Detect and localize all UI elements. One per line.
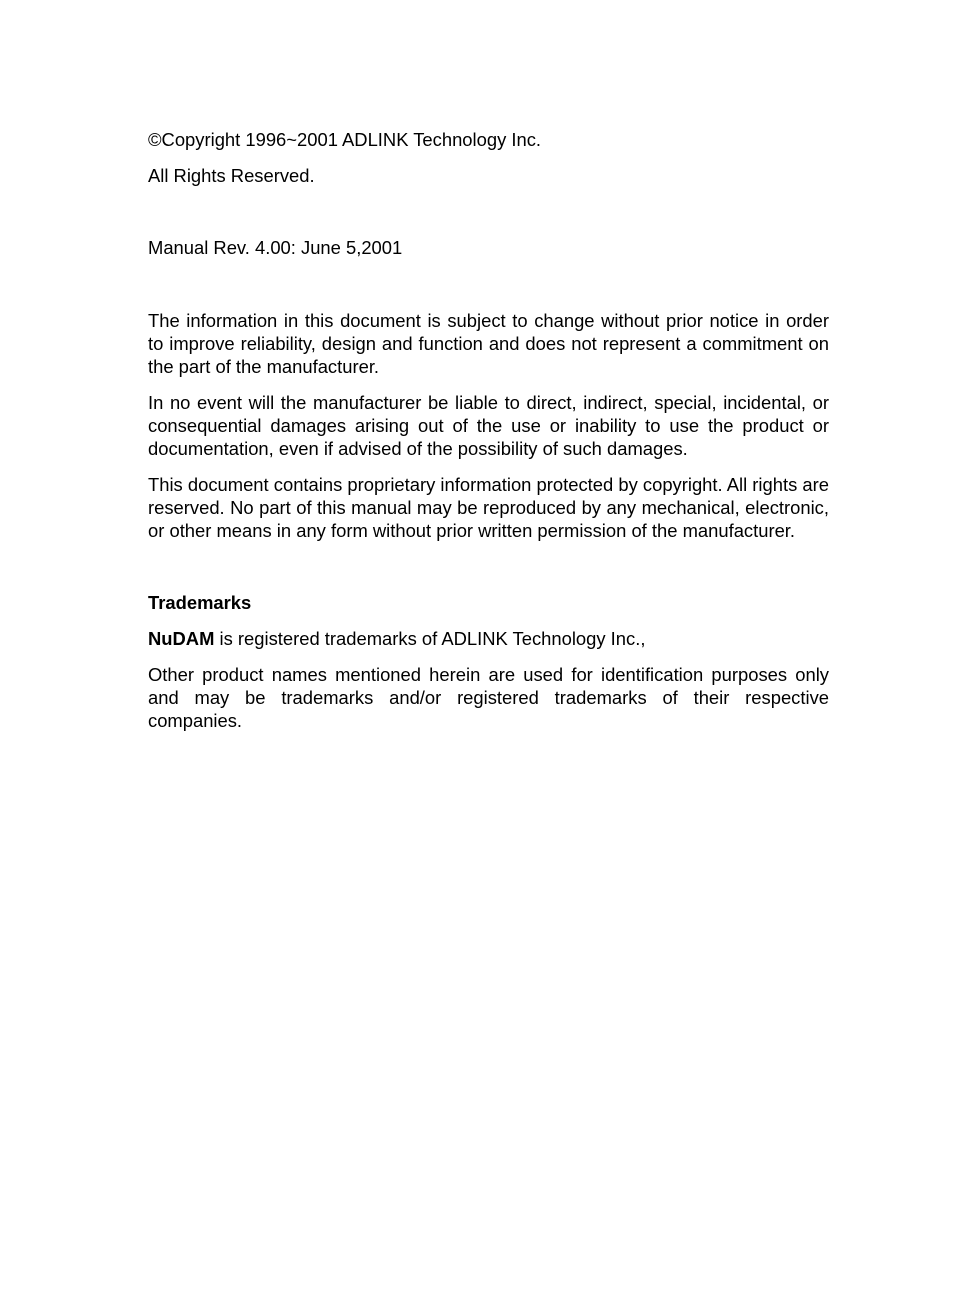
trademarks-heading: Trademarks bbox=[148, 592, 252, 613]
other-trademarks-paragraph: Other product names mentioned herein are used for identification purposes only and may be trademarks and/or registered trademarks of their respective companies. bbox=[148, 664, 829, 731]
trademark-brand-name: NuDAM bbox=[148, 628, 215, 649]
manual-revision: Manual Rev. 4.00: June 5,2001 bbox=[148, 237, 403, 258]
copyright-notice: ©Copyright 1996~2001 ADLINK Technology Inc. bbox=[148, 129, 542, 150]
rights-reserved: All Rights Reserved. bbox=[148, 165, 315, 186]
trademark-brand-text: is registered trademarks of ADLINK Technology Inc., bbox=[214, 628, 646, 649]
document-page bbox=[148, 128, 829, 745]
legal-paragraph-liability: In no event will the manufacturer be liable to direct, indirect, special, incidental, or consequential damages arising out of the use or inability to use the product or documentation, even if advised of the possibility of such damages. bbox=[148, 392, 829, 459]
legal-paragraph-proprietary: This document contains proprietary information protected by copyright. All rights are reserved. No part of this manual may be reproduced by any mechanical, electronic, or other means in any form without prior written permission of the manufacturer. bbox=[148, 474, 829, 541]
trademark-statement bbox=[148, 627, 829, 650]
legal-paragraph-change-notice: The information in this document is subject to change without prior notice in order to improve reliability, design and function and does not represent a commitment on the part of the manufacturer. bbox=[148, 310, 829, 377]
